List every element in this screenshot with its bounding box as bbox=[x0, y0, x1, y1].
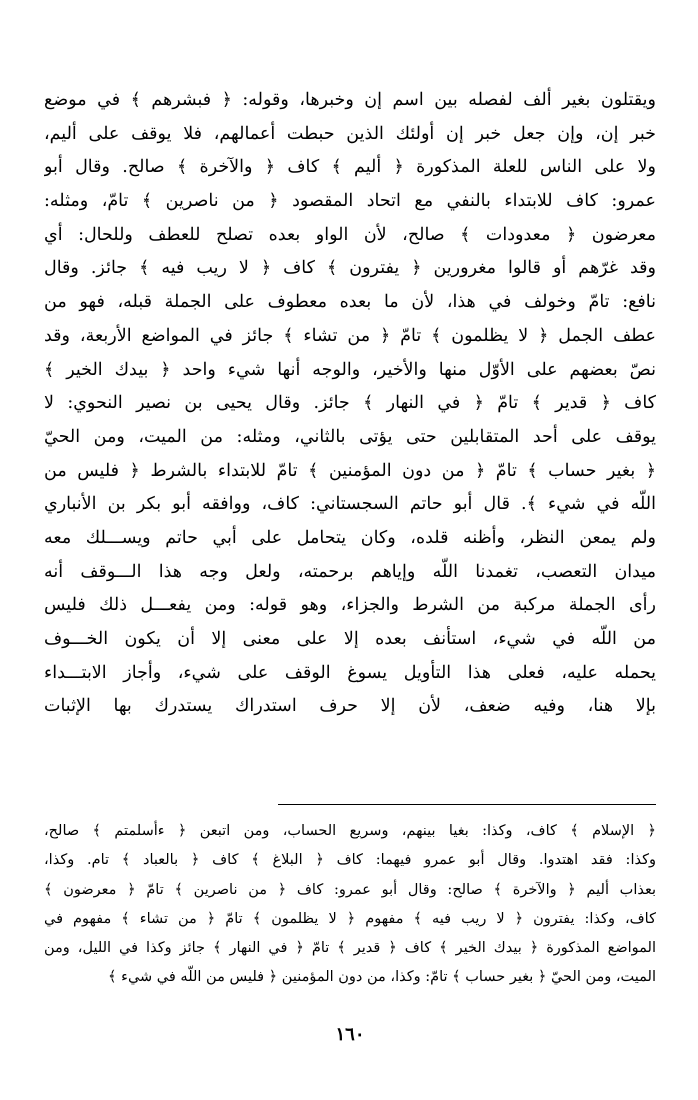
page-number: ١٦٠ bbox=[335, 1024, 365, 1045]
main-text-line: ﴿ بغير حساب ﴾ تامّ ﴿ من دون المؤمنين ﴾ تامّ للابتداء بالشرط ﴿ فليس من bbox=[44, 460, 656, 481]
footnote-line: الميت، ومن الحيّ ﴿ بغير حساب ﴾ تامّ: وكذا، من دون المؤمنين ﴿ فليس من اللّه في شيء ﴾ bbox=[108, 969, 656, 986]
main-text-line: خبر إن، وإن جعل خبر إن أولئك الذين حبطت أعمالهم، فلا يوقف على أليم، bbox=[44, 123, 656, 144]
main-text-line: وقد غرّهم أو قالوا مغرورين ﴿ يفترون ﴾ كاف ﴿ لا ريب فيه ﴾ جائز. وقال bbox=[44, 258, 656, 279]
footnote-line: ﴿ الإسلام ﴾ كاف، وكذا: بغيا بينهم، وسريع الحساب، ومن اتبعن ﴿ ءأسلمتم ﴾ صالح، bbox=[44, 823, 656, 839]
main-text-line: معرضون ﴿ معدودات ﴾ صالح، لأن الواو بعده تصلح للعطف وللحال: أي bbox=[44, 224, 656, 245]
footnote-line: بعذاب أليم ﴿ والآخرة ﴾ صالح: وقال أبو عمرو: كاف ﴿ من ناصرين ﴾ تامّ ﴿ معرضون ﴾ bbox=[44, 881, 656, 898]
footnote-line: المواضع المذكورة ﴿ بيدك الخير ﴾ كاف ﴿ قدير ﴾ تامّ ﴿ في النهار ﴾ جائز وكذا في الليل، ومن bbox=[44, 940, 656, 957]
main-text-line: ولا على الناس للعلة المذكورة ﴿ أليم ﴾ كاف ﴿ والآخرة ﴾ صالح. وقال أبو bbox=[44, 157, 656, 178]
book-page bbox=[44, 84, 656, 1084]
main-text-line: نافع: تامّ وخولف في هذا، لأن ما بعده معطوف على الجملة قبله، فهو من bbox=[44, 292, 656, 313]
main-text-line: من اللّه في شيء، استأنف بعده إلا على معنى إلا أن يكون الخـــوف bbox=[44, 629, 656, 649]
main-text-line: يوقف على أحد المتقابلين حتى يؤتى بالثاني، ومثله: من الميت، ومن الحيّ bbox=[44, 426, 656, 447]
main-text-line: نصّ بعضهم على الأوّل منها والأخير، والوجه أنها شيء واحد ﴿ بيدك الخير ﴾ bbox=[44, 359, 656, 380]
main-text-line: بإلا هنا، وفيه ضعف، لأن إلا حرف استدراك يستدرك بها الإثبات bbox=[44, 696, 656, 717]
main-text-line: يحمله عليه، فعلى هذا التأويل يسوغ الوقف على شيء، وأجاز الابتـــداء bbox=[44, 662, 656, 683]
main-text-line: رأى الجملة مركبة من الشرط والجزاء، وهو قوله: ومن يفعـــل ذلك فليس bbox=[44, 595, 656, 616]
main-text-line: عمرو: كاف للابتداء بالنفي مع اتحاد المقصود ﴿ من ناصرين ﴾ تامّ، ومثله: bbox=[44, 191, 656, 212]
main-text-line: ولم يمعن النظر، وأظنه قلده، وكان يتحامل على أبي حاتم ويســـلك معه bbox=[44, 527, 656, 548]
main-text-body bbox=[44, 84, 656, 724]
footnote-separator bbox=[278, 804, 656, 805]
main-text-line: ميدان التعصب، تغمدنا اللّه وإياهم برحمته، ولعل وجه هذا الـــوقف أنه bbox=[44, 561, 656, 582]
footnote-line: وكذا: فقد اهتدوا. وقال أبو عمرو فيهما: كاف ﴿ البلاغ ﴾ كاف ﴿ بالعباد ﴾ تام. وكذا، bbox=[44, 852, 656, 869]
main-text-line: ويقتلون بغير ألف لفصله بين اسم إن وخبرها، وقوله: ﴿ فبشرهم ﴾ في موضع bbox=[44, 90, 656, 110]
main-text-line: اللّه في شيء ﴾. قال أبو حاتم السجستاني: كاف، ووافقه أبو بكر بن الأنباري bbox=[44, 494, 656, 515]
main-text-line: كاف ﴿ قدير ﴾ تامّ ﴿ في النهار ﴾ جائز. وقال يحيى بن نصير النحوي: لا bbox=[44, 393, 656, 414]
main-text-line: عطف الجمل ﴿ لا يظلمون ﴾ تامّ ﴿ من تشاء ﴾ جائز في المواضع الأربعة، وقد bbox=[44, 325, 656, 346]
footnote-line: كاف، وكذا: يفترون ﴿ لا ريب فيه ﴾ مفهوم ﴿ لا يظلمون ﴾ تامّ ﴿ من تشاء ﴾ مفهوم في bbox=[44, 910, 656, 927]
footnotes bbox=[44, 817, 656, 993]
